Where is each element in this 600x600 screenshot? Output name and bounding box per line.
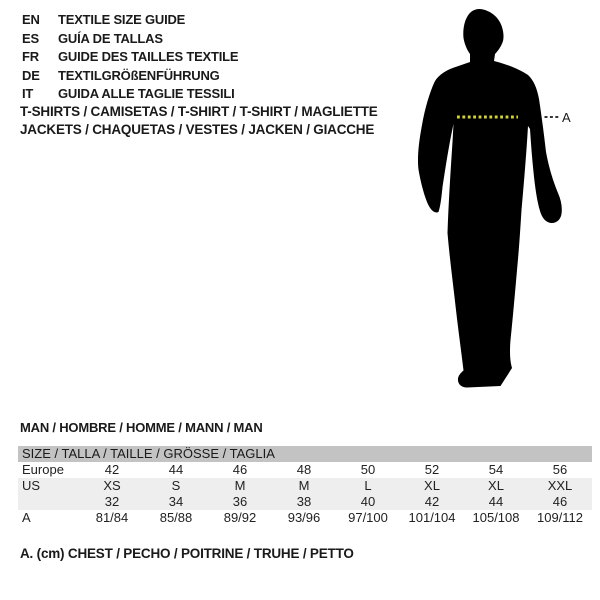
language-code: DE: [22, 67, 40, 83]
table-row-us: [18, 478, 592, 494]
row-label: Europe: [22, 462, 64, 477]
table-cell: 109/112: [536, 510, 584, 525]
table-cell: 81/84: [95, 510, 129, 525]
table-cell: 38: [296, 494, 312, 509]
table-cell: 32: [104, 494, 120, 509]
row-label: [18, 494, 80, 511]
table-cell: 36: [232, 494, 248, 509]
table-cell: 46: [232, 462, 248, 477]
size-table: [18, 446, 592, 526]
row-label: A: [22, 510, 31, 525]
language-label: GUIDA ALLE TAGLIE TESSILI: [58, 86, 235, 102]
table-row-chest-a: [18, 510, 592, 526]
measurement-footnote: A. (cm) CHEST / PECHO / POITRINE / TRUHE / PETTO: [20, 546, 354, 561]
table-cell: 48: [296, 462, 312, 477]
table-cell: 44: [168, 462, 184, 477]
table-cell: 40: [360, 494, 376, 509]
table-cell: 97/100: [348, 510, 388, 525]
table-row-europe: [18, 462, 592, 478]
table-row-us-numeric: [18, 494, 592, 510]
list-item: [22, 85, 238, 104]
size-table-header: SIZE / TALLA / TAILLE / GRÖSSE / TAGLIA: [18, 446, 592, 462]
man-silhouette-figure: [398, 0, 580, 400]
language-guide-list: [22, 11, 238, 104]
category-line-tshirts: T-SHIRTS / CAMISETAS / T-SHIRT / T-SHIRT / MAGLIETTE: [20, 104, 378, 119]
table-cell: 89/92: [223, 510, 257, 525]
category-heading: [20, 103, 378, 139]
language-label: TEXTILGRÖßENFÜHRUNG: [58, 67, 220, 83]
table-cell: S: [171, 478, 181, 493]
list-item: [22, 11, 238, 30]
table-cell: 42: [424, 494, 440, 509]
language-label: GUIDE DES TAILLES TEXTILE: [58, 49, 239, 65]
man-silhouette-icon: [418, 9, 562, 388]
language-label: GUÍA DE TALLAS: [58, 30, 163, 46]
language-label: TEXTILE SIZE GUIDE: [58, 12, 186, 27]
section-title-man: MAN / HOMBRE / HOMME / MANN / MAN: [20, 420, 263, 435]
table-cell: XL: [488, 478, 504, 493]
table-cell: 101/104: [408, 510, 456, 525]
measure-label-a: A: [562, 110, 571, 125]
list-item: [22, 48, 238, 67]
language-code: ES: [22, 30, 39, 46]
table-cell: 93/96: [287, 510, 321, 525]
list-item: [22, 30, 238, 49]
language-code: FR: [22, 49, 39, 65]
table-cell: 34: [168, 494, 184, 509]
table-cell: 85/88: [159, 510, 193, 525]
table-cell: 46: [552, 494, 568, 509]
language-code: EN: [22, 12, 40, 27]
table-cell: 52: [424, 462, 440, 477]
language-code: IT: [22, 86, 34, 102]
category-line-jackets: JACKETS / CHAQUETAS / VESTES / JACKEN / GIACCHE: [20, 122, 375, 137]
table-cell: XS: [103, 478, 121, 493]
table-cell: M: [298, 478, 310, 493]
row-label: US: [22, 478, 41, 493]
table-cell: 56: [552, 462, 568, 477]
table-cell: XL: [424, 478, 440, 493]
table-cell: 44: [488, 494, 504, 509]
table-cell: 50: [360, 462, 376, 477]
table-cell: 105/108: [472, 510, 520, 525]
list-item: [22, 67, 238, 86]
table-cell: XXL: [547, 478, 573, 493]
table-cell: M: [234, 478, 246, 493]
table-cell: 42: [104, 462, 120, 477]
table-cell: L: [364, 478, 372, 493]
table-cell: 54: [488, 462, 504, 477]
